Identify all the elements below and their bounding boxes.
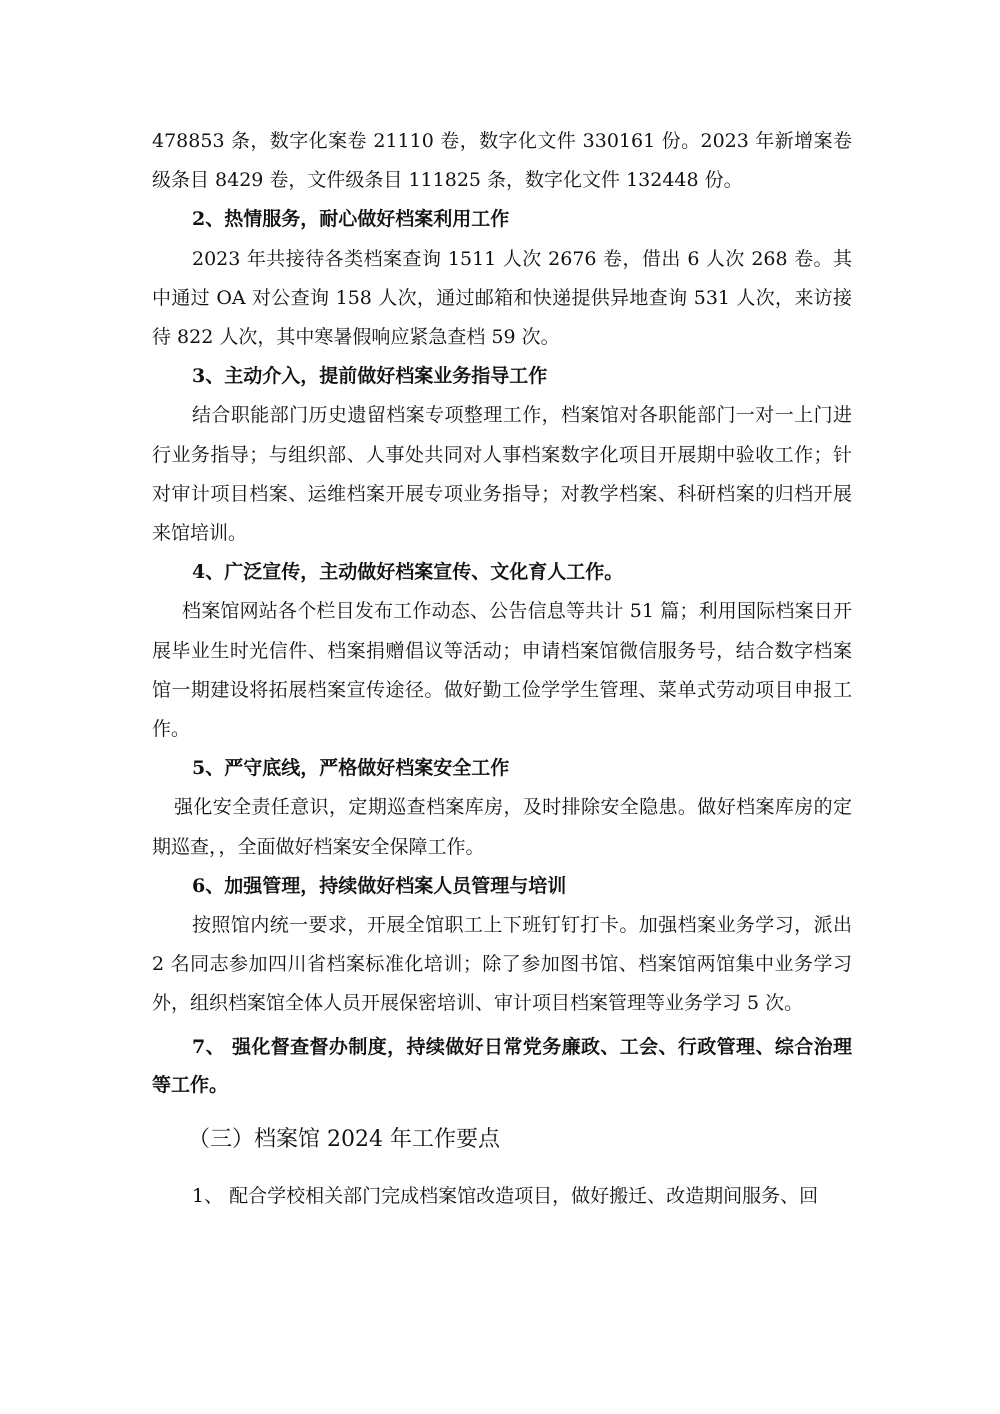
paragraph-service: 2023 年共接待各类档案查询 1511 人次 2676 卷，借出 6 人次 268 卷。其中通过 OA 对公查询 158 人次，通过邮箱和快递提供异地查询 531 人次，来访接待 822 人次，其中寒暑假响应紧急查档 59 次。: [152, 247, 852, 349]
heading-service: 2、热情服务，耐心做好档案利用工作: [192, 208, 510, 231]
list-item-1: 1、 配合学校相关部门完成档案馆改造项目，做好搬迁、改造期间服务、回: [192, 1184, 819, 1207]
heading-safety: 5、严守底线，严格做好档案安全工作: [192, 757, 510, 780]
paragraph-management: 按照馆内统一要求，开展全馆职工上下班钉钉打卡。加强档案业务学习，派出 2 名同志参加四川省档案标准化培训；除了参加图书馆、档案馆两馆集中业务学习外，组织档案馆全体人员开展保密培训、审计项目档案管理等业务学习 5 次。: [152, 914, 852, 1015]
heading-publicity: 4、广泛宣传，主动做好档案宣传、文化育人工作。: [192, 561, 624, 584]
document-body: [152, 122, 852, 1216]
paragraph-digitization-stats: 478853 条，数字化案卷 21110 卷，数字化文件 330161 份。2023 年新增案卷级条目 8429 卷，文件级条目 111825 条，数字化文件 132448 份。: [152, 130, 852, 192]
heading-management: 6、加强管理，持续做好档案人员管理与培训: [192, 874, 567, 897]
heading-guidance: 3、主动介入，提前做好档案业务指导工作: [192, 365, 548, 388]
paragraph-publicity: 档案馆网站各个栏目发布工作动态、公告信息等共计 51 篇；利用国际档案日开展毕业生时光信件、档案捐赠倡议等活动；申请档案馆微信服务号，结合数字档案馆一期建设将拓展档案宣传途径。做好勤工俭学学生管理、菜单式劳动项目申报工作。: [152, 600, 852, 741]
heading-supervision: 7、 强化督查督办制度，持续做好日常党务廉政、工会、行政管理、综合治理等工作。: [152, 1035, 852, 1096]
paragraph-safety: 强化安全责任意识，定期巡查档案库房，及时排除安全隐患。做好档案库房的定期巡查，，全面做好档案安全保障工作。: [152, 796, 852, 858]
section-title-2024: （三）档案馆 2024 年工作要点: [188, 1126, 500, 1152]
paragraph-guidance: 结合职能部门历史遗留档案专项整理工作，档案馆对各职能部门一对一上门进行业务指导；与组织部、人事处共同对人事档案数字化项目开展期中验收工作；针对审计项目档案、运维档案开展专项业务指导；对教学档案、科研档案的归档开展来馆培训。: [152, 404, 852, 545]
